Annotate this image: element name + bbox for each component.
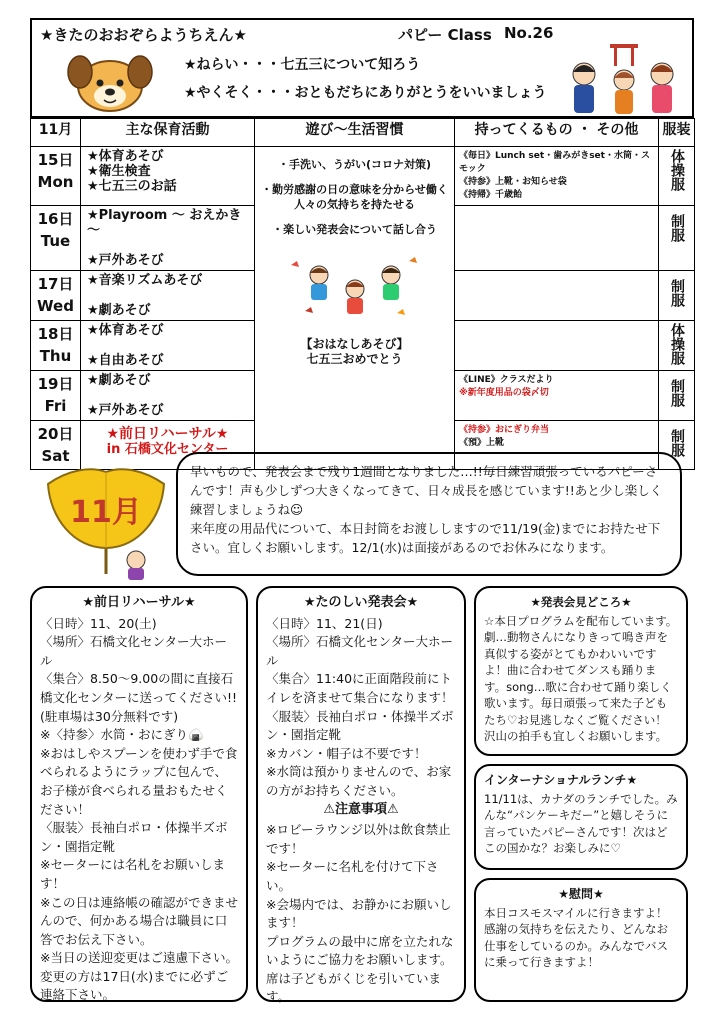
activity-item: ★戸外あそび <box>87 403 164 418</box>
day-cell <box>31 271 81 321</box>
life-habit-item: ・勤労感謝の日の意味を分からせ働く人々の気持ちを持たせる <box>261 183 448 211</box>
activity-item <box>87 338 248 353</box>
issue-number: No.26 <box>504 24 554 42</box>
schedule-table <box>30 118 695 470</box>
clothes-value: 体操服 <box>669 323 685 365</box>
bring-item: 《持参》上靴・お知らせ袋 <box>459 177 567 187</box>
day-date: 15日 <box>37 151 74 169</box>
activity-item: ★体育あそび <box>87 323 164 338</box>
header-box <box>30 18 694 118</box>
table-row <box>31 147 695 206</box>
activities-cell <box>81 206 255 271</box>
rehearsal-box <box>30 586 248 1002</box>
activity-item: ★体育あそび <box>87 149 164 164</box>
caution-line: プログラムの最中に席を立たれないようにご協力をお願いします。席は子どもがくじを引いています。 <box>266 933 454 1005</box>
concert-line: 〈場所〉石橋文化センター大ホール <box>266 634 454 668</box>
bring-item: 《持帰》千歳飴 <box>459 190 523 200</box>
day-weekday: Wed <box>37 297 74 315</box>
day-date: 17日 <box>37 275 74 293</box>
day-date: 18日 <box>37 325 74 343</box>
day-cell <box>31 147 81 206</box>
clothes-value: 制服 <box>669 429 685 457</box>
clothes-cell <box>659 371 695 421</box>
caution-title: ⚠注意事項⚠ <box>323 801 399 817</box>
life-habit-item: ・楽しい発表会について話し合う <box>272 223 437 236</box>
activities-cell <box>81 371 255 421</box>
day-date: 19日 <box>37 375 74 393</box>
day-cell <box>31 206 81 271</box>
life-habits-cell <box>255 147 455 470</box>
bring-item: 《預》上靴 <box>459 438 505 448</box>
class-name: パピー Class <box>398 26 492 44</box>
highlights-title: ★発表会見どころ★ <box>530 595 632 609</box>
clothes-value: 制服 <box>669 279 685 307</box>
bring-cell <box>455 271 659 321</box>
bring-item: 《LINE》クラスだより <box>459 375 554 385</box>
clothes-cell <box>659 271 695 321</box>
activity-item: ★戸外あそび <box>87 253 164 268</box>
visit-text: 本日コスモスマイルに行きますよ！感謝の気持ちを伝えたり、どんなお仕事をしているのか。みんなでバスに乗って行きますよ！ <box>484 905 668 969</box>
concert-line: ※カバン・帽子は不要です！ <box>266 745 427 761</box>
clothes-value: 制服 <box>669 379 685 407</box>
clothes-cell <box>659 147 695 206</box>
highlights-text: ☆本日プログラムを配布しています。劇…動物さんになりきって鳴き声を真似する姿がとてもかわいいですよ！曲に合わせてダンスも踊ります。song…歌に合わせて踊り楽しく歌います。毎日頑張って来た子どもたち♡お見逃しなくご覧ください！沢山の拍手も宜しくお願いします。 <box>484 613 678 743</box>
bring-item: 《毎日》Lunch set・歯みがきset・水筒・スモック <box>459 151 650 174</box>
life-habit-item: ・手洗い、うがい(コロナ対策) <box>277 158 432 171</box>
activities-header: 主な保育活動 <box>81 119 255 147</box>
caution-line: ※セーターに名札を付けて下さい。 <box>266 859 439 893</box>
rehearsal-line: ※おはしやスプーンを使わず手で食べられるようにラップに包んで、お子様が食べられる量おもたせください！ <box>40 745 238 817</box>
concert-line: 〈集合〉11:40に正面階段前にトイレを済ませて集合になります！ <box>266 671 454 705</box>
message-bubble <box>176 452 682 576</box>
activity-item: ★前日リハーサル★ <box>106 426 229 442</box>
day-cell <box>31 371 81 421</box>
bring-cell <box>455 321 659 371</box>
day-weekday: Mon <box>37 173 74 191</box>
life-habits-header: 遊び～生活習慣 <box>255 119 455 147</box>
bring-cell <box>455 147 659 206</box>
clothes-header: 服装 <box>659 119 695 147</box>
message-paragraph: 早いもので、発表会まで残り1週間となりました…!!毎日練習頑張っているパピーさんです！声も少しずつ大きくなってきて、日々成長を感じています!!あと少し楽しく練習しましょうね☺ <box>190 464 663 517</box>
activity-item: ★劇あそび <box>87 303 151 318</box>
concert-line: ※水筒は預かりませんので、お家の方がお持ちください。 <box>266 764 452 798</box>
aim-text: ★ねらい・・・七五三について知ろう <box>184 57 421 73</box>
clothes-cell <box>659 321 695 371</box>
rehearsal-line: ※当日の送迎変更はご遠慮下さい。変更の方は17日(水)までに必ずご連絡下さい。 <box>40 950 238 1003</box>
rehearsal-line: 〈日時〉11、20(土) <box>40 615 157 631</box>
clothes-value: 制服 <box>669 214 685 242</box>
day-cell <box>31 321 81 371</box>
concert-title: ★たのしい発表会★ <box>303 595 419 610</box>
rehearsal-line: 〈場所〉石橋文化センター大ホール <box>40 634 228 668</box>
promise-text: ★やくそく・・・おともだちにありがとうをいいましょう <box>184 85 547 101</box>
visit-box <box>474 878 688 1002</box>
table-header-row <box>31 119 695 147</box>
clothes-cell <box>659 206 695 271</box>
activities-cell <box>81 147 255 206</box>
activity-item: ★自由あそび <box>87 353 164 368</box>
clothes-value: 体操服 <box>669 149 685 191</box>
dog-illustration <box>62 50 158 116</box>
bring-cell <box>455 206 659 271</box>
lunch-title: インターナショナルランチ★ <box>484 773 638 787</box>
rehearsal-line: ※この日は連絡帳の確認ができませんので、何かある場合は職員に口答でお伝え下さい。 <box>40 894 238 947</box>
concert-line: 〈日時〉11、21(日) <box>266 615 383 631</box>
lunch-text: 11/11は、カナダのランチでした。みんな“パンケーキだー”と嬉しそうに言っていたパピーさんです！次はどこの国かな？お楽しみに♡ <box>484 791 678 855</box>
day-date: 16日 <box>37 210 74 228</box>
activity-item: ★劇あそび <box>87 373 151 388</box>
activity-item: ★七五三のお話 <box>87 179 177 194</box>
message-paragraph: 来年度の用品代について、本日封筒をお渡ししますので11/19(金)までにお持たせ下さい。宜しくお願いします。12/1(水)は面接があるのでお休みになります。 <box>190 521 661 555</box>
bring-cell <box>455 371 659 421</box>
activity-item: ★Playroom ～ おえかき ～ <box>87 208 242 238</box>
rehearsal-line: 〈服装〉長袖白ポロ・体操半ズボン・園指定靴 <box>40 820 228 854</box>
shichigosan-kids-illustration <box>562 42 686 118</box>
highlights-box <box>474 586 688 756</box>
caution-line: ※会場内では、お静かにお願いします！ <box>266 896 452 931</box>
activities-cell <box>81 271 255 321</box>
activity-item: ★音楽リズムあそび <box>87 273 203 288</box>
rehearsal-title: ★前日リハーサル★ <box>82 595 196 610</box>
day-weekday: Thu <box>39 347 72 365</box>
story-play-subtitle: 七五三おめでとう <box>306 352 403 366</box>
activities-cell <box>81 321 255 371</box>
day-date: 20日 <box>37 425 74 443</box>
rehearsal-line: 〈集合〉8.50～9.00の間に直接石橋文化センターに送ってください!!(駐車場は30分無料です) <box>40 671 238 724</box>
leaf-month-label: 11月 <box>70 495 142 530</box>
day-weekday: Sat <box>41 447 70 465</box>
concert-box <box>256 586 466 1005</box>
story-play-title: 【おはなしあそび】 <box>300 337 409 351</box>
rehearsal-line: ※〈持参〉水筒・おにぎり🍙 <box>40 727 204 743</box>
bring-item: 《持参》おにぎり弁当 <box>459 425 550 435</box>
activity-item <box>87 388 248 403</box>
activity-item <box>87 238 248 253</box>
international-lunch-box <box>474 764 688 870</box>
bring-items-header: 持ってくるもの ・ その他 <box>455 119 659 147</box>
activity-item <box>87 288 248 303</box>
day-weekday: Tue <box>40 232 71 250</box>
autumn-kids-illustration <box>285 247 425 327</box>
concert-line: 〈服装〉長袖白ポロ・体操半ズボン・園指定靴 <box>266 708 454 743</box>
visit-title: ★慰問★ <box>558 887 604 901</box>
day-weekday: Fri <box>44 397 67 415</box>
bring-item: ※新年度用品の袋〆切 <box>459 388 549 398</box>
activity-item: ★衛生検査 <box>87 164 151 179</box>
caution-line: ※ロビーラウンジ以外は飲食禁止です！ <box>266 822 451 856</box>
activity-item: in 石橋文化センター <box>106 442 229 457</box>
month-header: 11月 <box>31 119 81 147</box>
rehearsal-line: ※セーターには名札をお願いします！ <box>40 857 225 891</box>
school-name: ★きたのおおぞらようちえん★ <box>40 26 247 44</box>
ginkgo-leaf-illustration <box>44 462 168 582</box>
